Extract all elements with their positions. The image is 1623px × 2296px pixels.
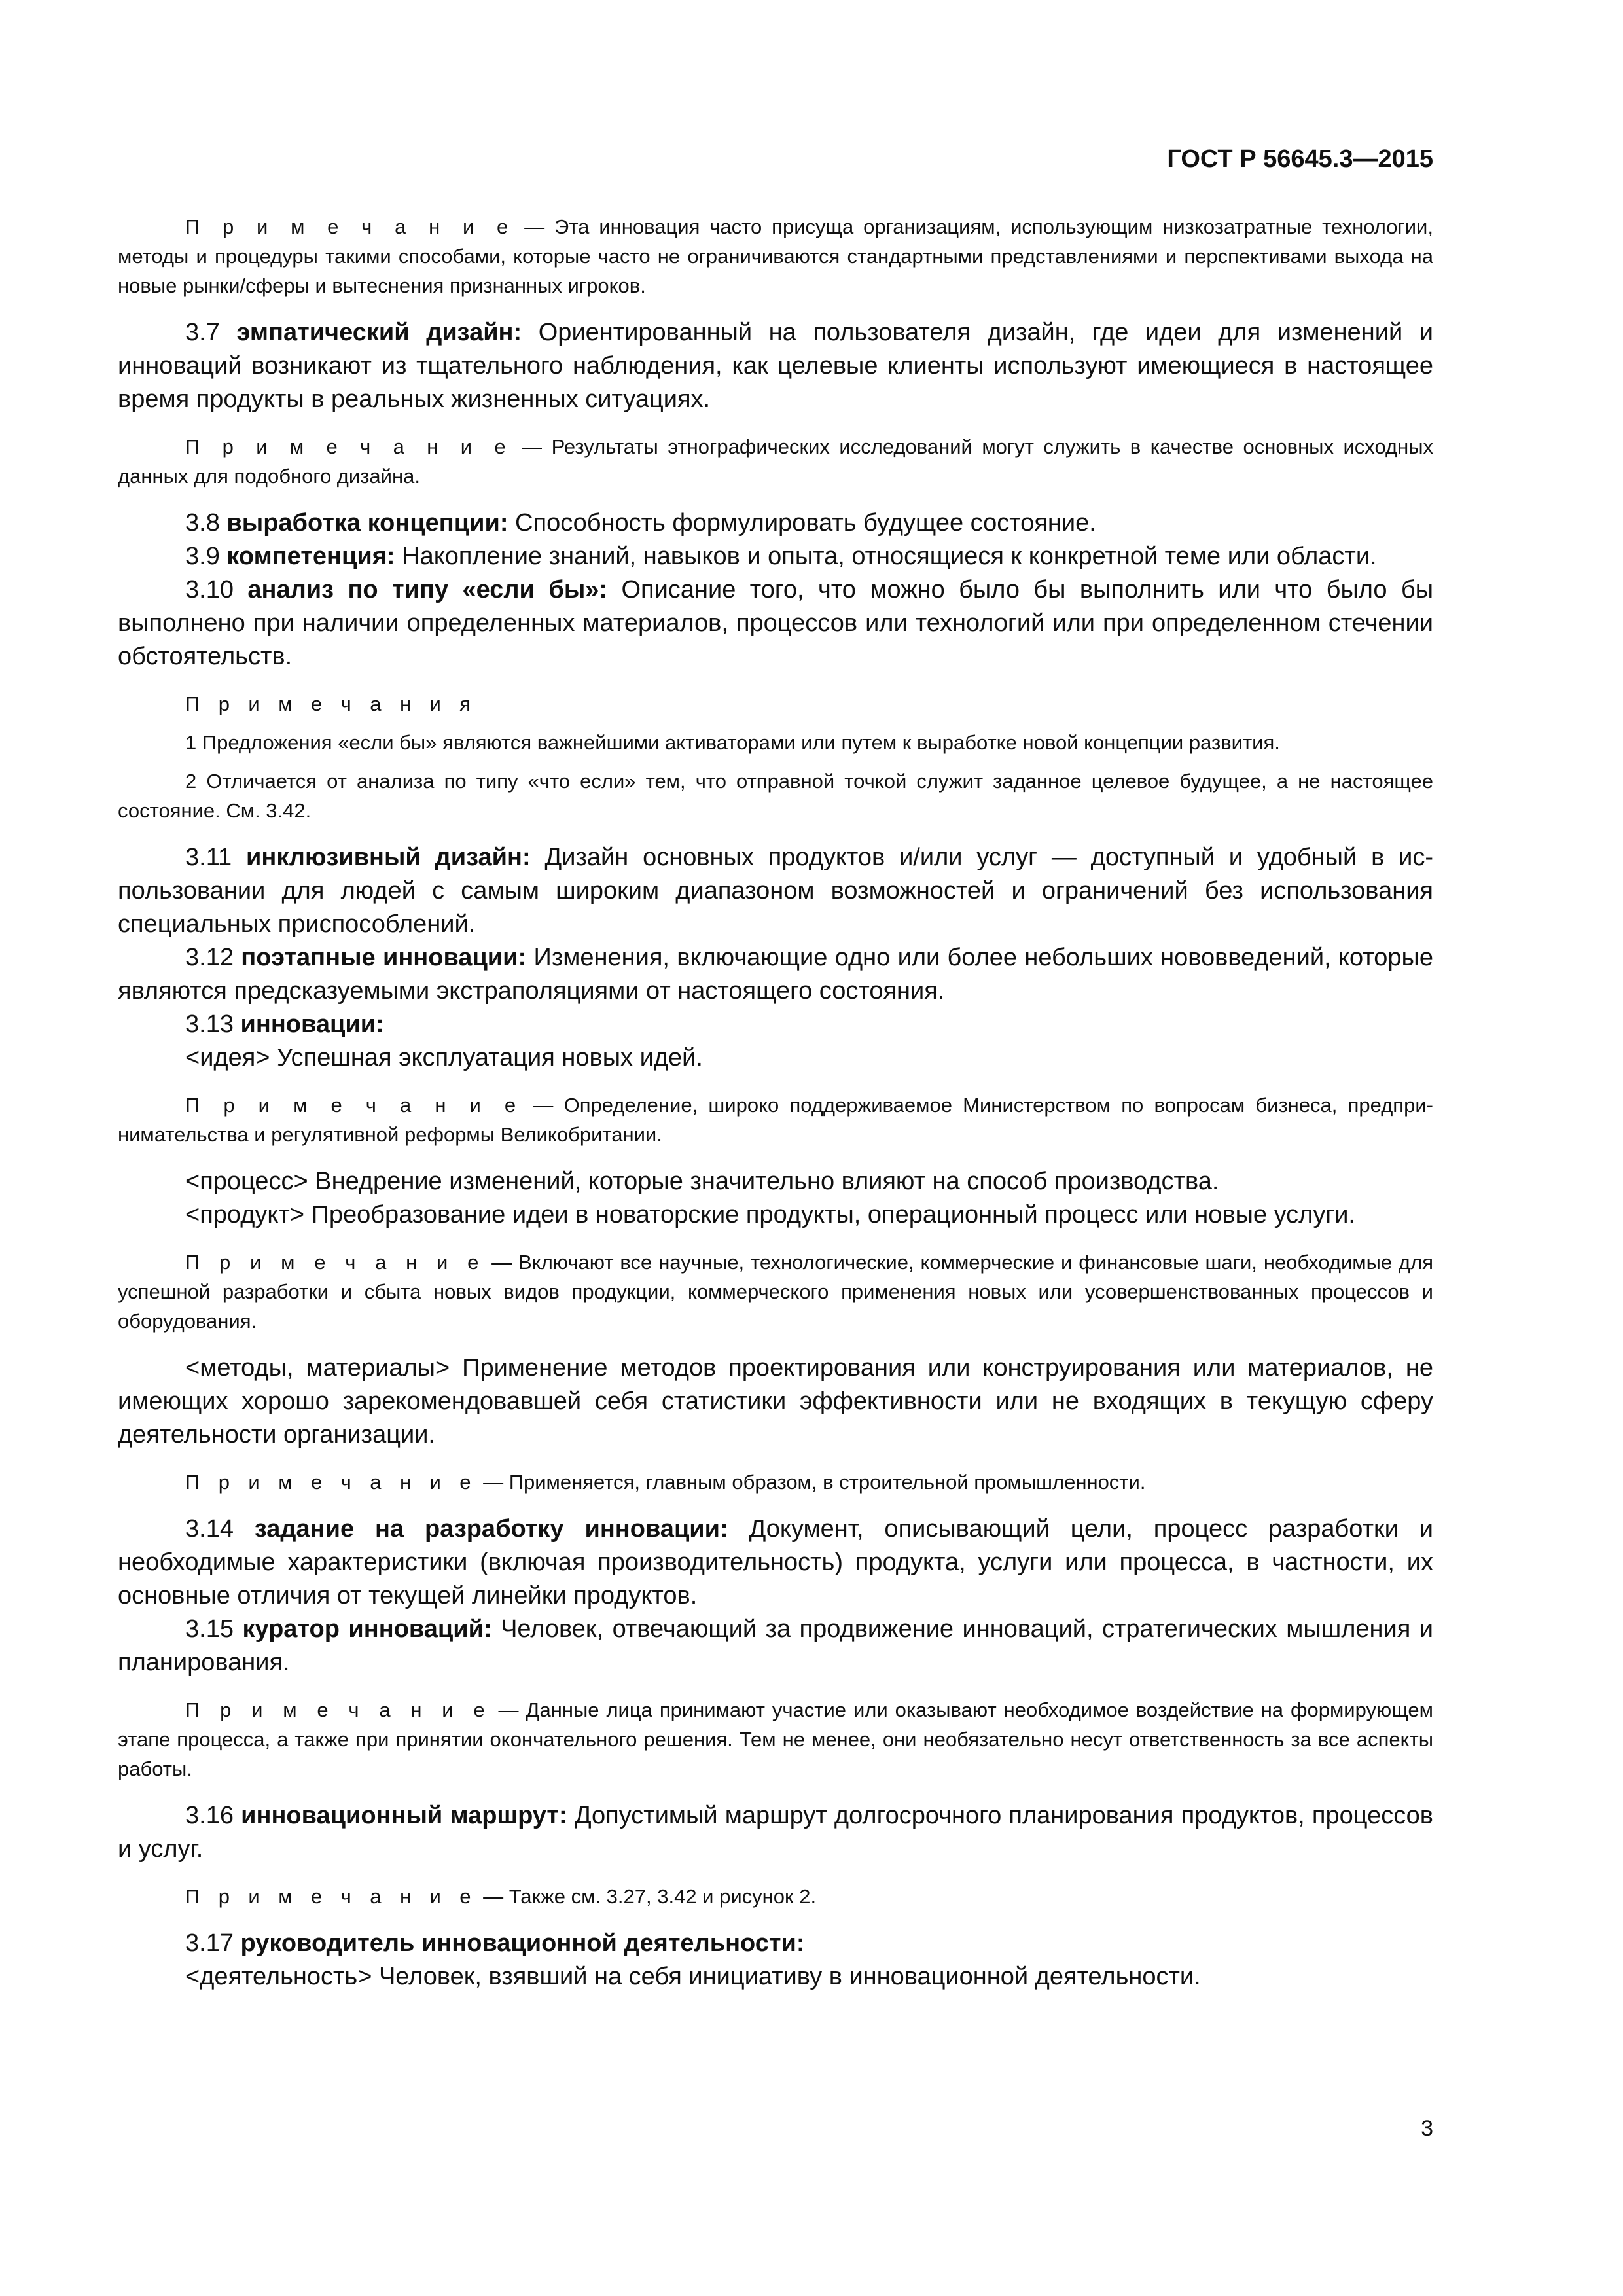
notes-label-3-10: П р и м е ч а н и я xyxy=(185,692,478,715)
term-3-17-activity: <деятельность> Человек, взявший на себя инициативу в инновационной деятельности. xyxy=(185,1963,1201,1990)
note-3-13-c: П р и м е ч а н и е — Применяется, главным образом, в строительной промышленности. xyxy=(185,1471,1146,1494)
term-name: компетенция: xyxy=(226,543,395,570)
note-3-15: П р и м е ч а н и е — Данные лица принимают участие или оказывают необходимое воздействие на формирующем этапе процесса, а также при принятии окончательного решения. Тем не менее, они необязательно несут ответственность за все аспекты работы. xyxy=(118,1698,1433,1780)
note-text: Эта инновация часто присуща организациям, использующим низкозатратные технологии, методы и процедуры такими способами, которые часто не ограничиваются стандартными представлениями и перспективами выхода на новые рынки/сферы и вытеснения признанных игроков. xyxy=(118,215,1433,297)
standard-code-header: ГОСТ Р 56645.3—2015 xyxy=(1167,145,1433,173)
term-3-13-product: <продукт> Преобразование идеи в новаторские продукты, операционный процесс или новые услуги. xyxy=(185,1201,1355,1229)
term-name: выработка концепции: xyxy=(226,509,508,537)
term-name: куратор инноваций: xyxy=(242,1615,492,1643)
note-3-13-b: П р и м е ч а н и е — Включают все научные, технологические, коммерческие и финансовые шаги, необходимые для успешной разработки и сбыта новых видов продукции, коммерческого применения новых или усовершенствованных процессов и оборудования. xyxy=(118,1251,1433,1333)
term-3-11: 3.11 инклюзивный дизайн: Дизайн основных продуктов и/или услуг — доступный и удобный в использовании для людей с самым широким диапазоном возможностей и ограничений без использования специальных приспособлений. xyxy=(118,844,1434,938)
note-3-10-2: 2 Отличается от анализа по типу «что если» тем, что отправной точкой служит заданное целевое будущее, а не настоящее состояние. См. 3.42. xyxy=(118,770,1433,822)
term-3-13: 3.13 инновации: xyxy=(185,1011,384,1038)
note-3-16: П р и м е ч а н и е — Также см. 3.27, 3.42 и рисунок 2. xyxy=(185,1885,817,1908)
term-definition: Описание того, что можно было бы выполнить или что было бы выполнено при наличии определенных материалов, процессов или технологий или при определенном стечении обстоятельств. xyxy=(118,576,1433,670)
term-3-8: 3.8 выработка концепции: Способность формулировать будущее состояние. xyxy=(185,509,1096,537)
term-name: поэтапные инновации: xyxy=(241,944,527,971)
term-definition: Дизайн основных продуктов и/или услуг — доступный и удобный в использовании для людей с самым широким диапазоном возможностей и ограничений без использования специальных приспособлений. xyxy=(118,844,1434,938)
term-3-10: 3.10 анализ по типу «если бы»: Описание того, что можно было бы выполнить или что было бы выполнено при наличии определенных материалов, процессов или технологий или при определенном стечении обстоятельств. xyxy=(118,576,1433,670)
term-definition: Допустимый маршрут долгосрочного планирования продуктов, процессов и услуг. xyxy=(118,1802,1433,1863)
term-3-12: 3.12 поэтапные инновации: Изменения, включающие одно или более небольших нововведений, которые являются предсказуемыми экстраполяциями от настоящего состояния. xyxy=(118,944,1434,1005)
note-top: П р и м е ч а н и е — Эта инновация часто присуща организациям, использующим низкозатратные технологии, методы и процедуры такими способами, которые часто не ограничиваются стандартными представлениями и перспективами выхода на новые рынки/сферы и вытеснения признанных игроков. xyxy=(118,215,1433,297)
term-3-13-idea: <идея> Успешная эксплуатация новых идей. xyxy=(185,1044,703,1071)
term-definition: Ориентированный на пользователя дизайн, где идеи для изменений и инноваций возникают из тщательного наблюдения, как целевые клиенты используют имеющиеся в настоящее время продукты в реальных жизненных ситуациях. xyxy=(118,319,1433,413)
term-name: инновационный маршрут: xyxy=(241,1802,567,1829)
term-3-13-process: <процесс> Внедрение изменений, которые значительно влияют на способ производства. xyxy=(185,1168,1219,1195)
term-definition: Изменения, включающие одно или более небольших нововведений, которые являются предсказуемыми экстраполяциями от настоящего состояния. xyxy=(118,944,1434,1005)
term-3-13-methods: <методы, материалы> Применение методов проектирования или конструирования или материалов, не имеющих хорошо зарекомендовавшей себя статистики эффективности или не входящих в текущую сферу деятельности организации. xyxy=(118,1354,1433,1448)
term-3-14: 3.14 задание на разработку инновации: Документ, описывающий цели, процесс разработки и необходимые характеристики (включая производительность) продукта, услуги или процесса, в частности, их основные отличия от текущей линейки продуктов. xyxy=(118,1515,1434,1609)
note-3-13-a: П р и м е ч а н и е — Определение, широко поддерживаемое Министерством по вопросам бизнеса, предпринимательства и регулятивной реформы Великобритании. xyxy=(118,1094,1433,1146)
term-definition: Человек, отвечающий за продвижение инноваций, стратегических мышления и планирования. xyxy=(118,1615,1433,1676)
note-3-10-1: 1 Предложения «если бы» являются важнейшими активаторами или путем к выработке новой концепции развития. xyxy=(185,731,1280,754)
term-name: инклюзивный дизайн: xyxy=(246,844,531,871)
term-3-16: 3.16 инновационный маршрут: Допустимый маршрут долгосрочного планирования продуктов, процессов и услуг. xyxy=(118,1802,1433,1863)
term-3-17: 3.17 руководитель инновационной деятельности: xyxy=(185,1929,805,1957)
page-number: 3 xyxy=(1421,2116,1433,2141)
term-3-15: 3.15 куратор инноваций: Человек, отвечающий за продвижение инноваций, стратегических мышления и планирования. xyxy=(118,1615,1433,1676)
note-label: П р и м е ч а н и е xyxy=(185,215,515,238)
term-name: инновации: xyxy=(240,1011,384,1038)
term-name: задание на разработку инновации: xyxy=(254,1515,728,1543)
term-name: руководитель инновационной деятельности: xyxy=(240,1929,805,1957)
term-3-9: 3.9 компетенция: Накопление знаний, навыков и опыта, относящиеся к конкретной теме или области. xyxy=(185,543,1377,570)
note-3-7: П р и м е ч а н и е — Результаты этнографических исследований могут служить в качестве основных исходных данных для подобного дизайна. xyxy=(118,435,1433,488)
document-page xyxy=(118,144,1433,2238)
term-definition: Накопление знаний, навыков и опыта, относящиеся к конкретной теме или области. xyxy=(402,543,1377,570)
term-definition: Способность формулировать будущее состояние. xyxy=(515,509,1096,537)
term-name: анализ по типу «если бы»: xyxy=(247,576,608,603)
term-definition: Документ, описывающий цели, процесс разработки и необходимые характеристики (включая производительность) продукта, услуги или процесса, в частности, их основные отличия от текущей линейки продуктов. xyxy=(118,1515,1434,1609)
term-3-7: 3.7 эмпатический дизайн: Ориентированный на пользователя дизайн, где идеи для изменений и инноваций возникают из тщательного наблюдения, как целевые клиенты используют имеющиеся в настоящее время продукты в реальных жизненных ситуациях. xyxy=(118,319,1433,413)
term-name: эмпатический дизайн: xyxy=(236,319,522,346)
